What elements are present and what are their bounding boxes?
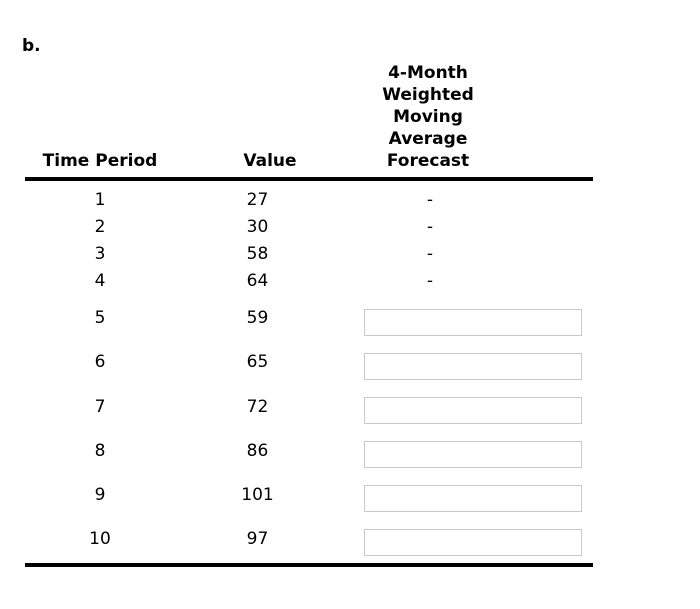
time-period-cell: 6	[94, 352, 106, 372]
time-period-cell: 9	[94, 485, 106, 505]
value-cell: 58	[246, 244, 269, 264]
value-cell: 72	[246, 397, 269, 417]
value-cell: 64	[246, 271, 269, 291]
value-cell: 27	[246, 190, 269, 210]
time-period-cell: 5	[94, 308, 106, 328]
forecast-input-period-7[interactable]	[364, 397, 582, 424]
table-bottom-rule	[25, 563, 593, 567]
value-cell: 86	[246, 441, 269, 461]
value-cell: 59	[246, 308, 269, 328]
part-label: b.	[22, 36, 41, 56]
forecast-input-period-8[interactable]	[364, 441, 582, 468]
forecast-input-period-6[interactable]	[364, 353, 582, 380]
time-period-cell: 10	[89, 529, 111, 549]
time-period-cell: 3	[94, 244, 106, 264]
time-period-cell: 4	[94, 271, 106, 291]
forecast-input-period-9[interactable]	[364, 485, 582, 512]
forecast-dash: -	[426, 190, 434, 210]
value-cell: 101	[241, 485, 274, 505]
column-header-value: Value	[243, 151, 297, 171]
forecast-dash: -	[426, 217, 434, 237]
column-header-forecast: 4-Month Weighted Moving Average Forecast	[382, 63, 474, 171]
forecast-dash: -	[426, 244, 434, 264]
time-period-cell: 7	[94, 397, 106, 417]
value-cell: 97	[246, 529, 269, 549]
forecast-input-period-5[interactable]	[364, 309, 582, 336]
column-header-time-period: Time Period	[42, 151, 158, 171]
value-cell: 65	[246, 352, 269, 372]
time-period-cell: 8	[94, 441, 106, 461]
forecast-input-period-10[interactable]	[364, 529, 582, 556]
table-top-rule	[25, 177, 593, 181]
time-period-cell: 2	[94, 217, 106, 237]
forecast-dash: -	[426, 271, 434, 291]
value-cell: 30	[246, 217, 269, 237]
time-period-cell: 1	[94, 190, 106, 210]
